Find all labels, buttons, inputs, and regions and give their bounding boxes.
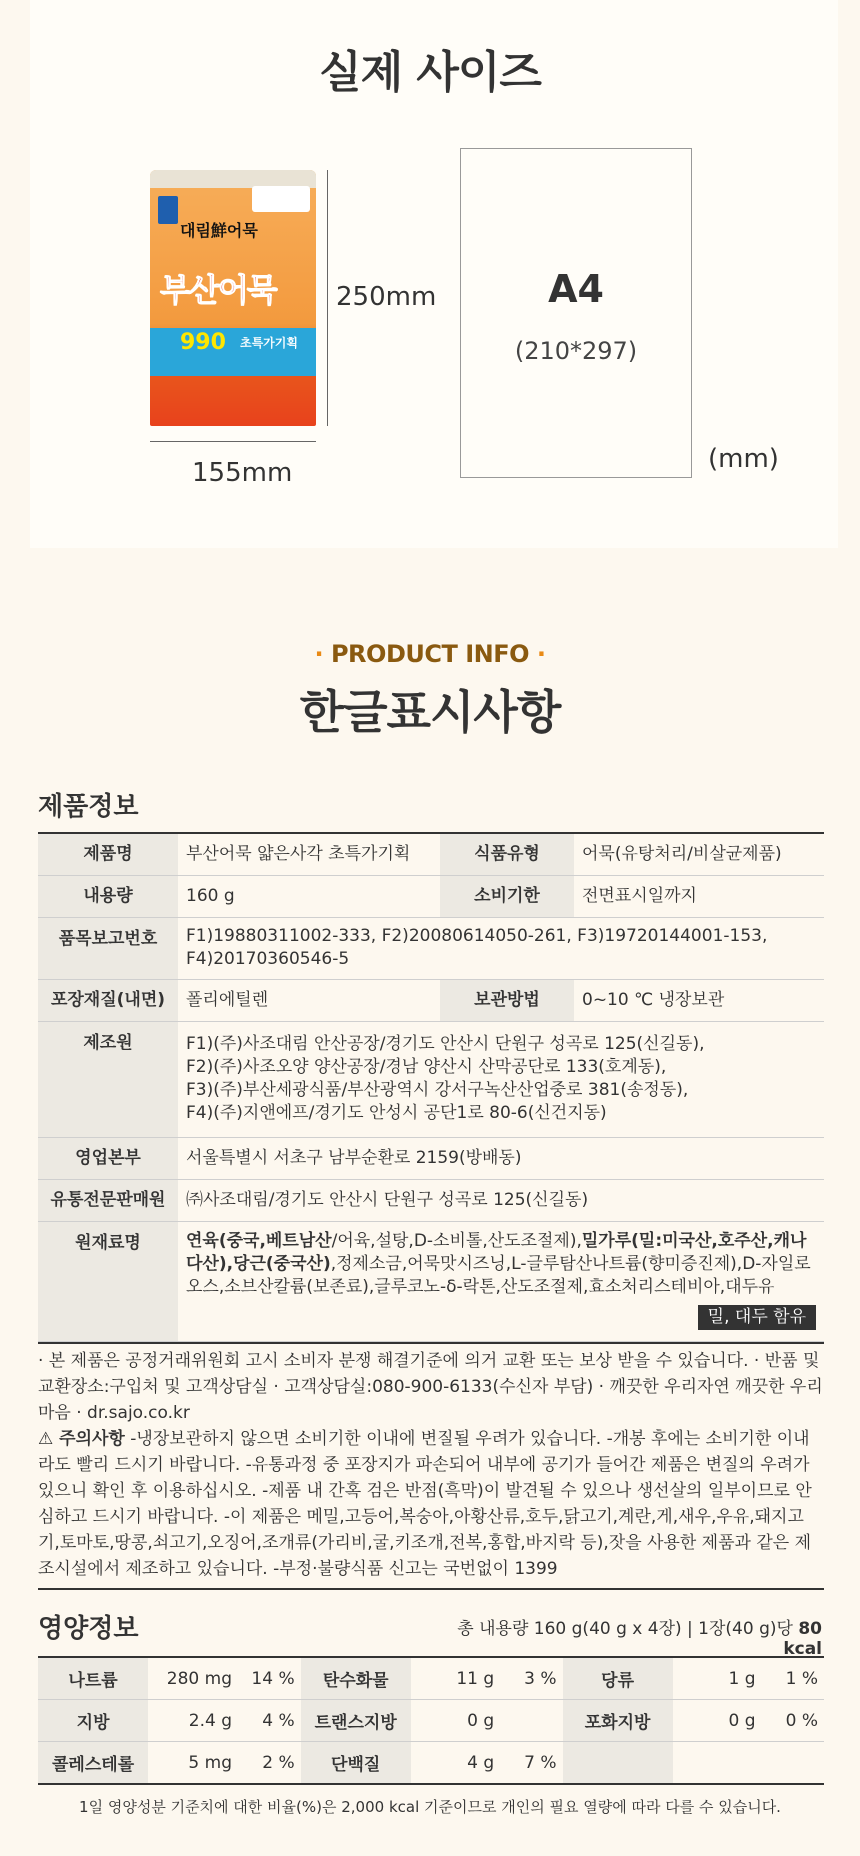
notices [38,1342,824,1582]
table-row: 원재료명 연육(중국,베트남산/어육,설탕,D-소비톨,산도조절제),밀가루(밀:미국산,호주산,캐나다산),당근(중국산),정제소금,어묵맛시즈닝,L-글루탐산나트륨(향미증진제),D-자일로오스,소브산칼륨(보존료),글루코노-δ-락톤,산도조절제,효소처리스테비아,대두유 밀, 대두 함유 [38,1221,824,1341]
table-row: 유통전문판매원 ㈜사조대림/경기도 안산시 단원구 성곡로 125(신길동) [38,1179,824,1221]
package-badge: 990 [180,330,226,355]
unit-label: (mm) [708,444,779,474]
nutrition-table [38,1656,824,1785]
nutrition-title: 영양정보 [38,1614,139,1644]
warning-text: ⚠ 주의사항 -냉장보관하지 않으면 소비기한 이내에 변질될 우려가 있습니다. -개봉 후에는 소비기한 이내라도 빨리 드시기 바랍니다. -유통과정 중 포장지가 파손되어 내부에 공기가 들어간 제품은 변질의 우려가 있으니 확인 후 이용하십시오. -제품 내 간혹 검은 반점(흑막)이 발견될 수 있으나 생선살의 일부이므로 안심하고 드시기 바랍니다. -이 제품은 메밀,고등어,복숭아,아황산류,호두,닭고기,계란,게,새우,우유,돼지고기,토마토,땅콩,쇠고기,오징어,조개류(가리비,굴,키조개,전복,홍합,바지락 등),잣을 사용한 제품과 같은 제조시설에서 제조하고 있습니다. -부정·불량식품 신고는 국번없이 1399 [38,1429,812,1579]
product-info-eyebrow: · PRODUCT INFO · [314,640,546,668]
product-info-table [38,832,824,1342]
allergen-badge: 밀, 대두 함유 [698,1305,816,1330]
package-promo: 초특가기획 [240,336,298,350]
table-row: 영업본부 서울특별시 서초구 남부순환로 2159(방배동) [38,1137,824,1179]
label-title: 한글표시사항 [299,685,561,739]
height-dimension-line [327,170,328,426]
table-row: 제조원 F1)(주)사조대림 안산공장/경기도 안산시 단원구 성곡로 125(신길동), F2)(주)사조오양 양산공장/경남 양산시 산막공단로 133(호계동), F3)(주)부산세광식품/부산광역시 강서구녹산산업중로 381(송정동), F4)(주)지앤에프/경기도 안성시 공단1로 80-6(신건지동) [38,1021,824,1137]
size-title: 실제 사이즈 [319,47,541,98]
warning-icon: ⚠ 주의사항 [38,1429,125,1449]
notice-text: · 본 제품은 공정거래위원회 고시 소비자 분쟁 해결기준에 의거 교환 또는 보상 받을 수 있습니다. · 반품 및 교환장소:구입처 및 고객상담실 · 고객상담실:080-900-6133(수신자 부담) · 깨끗한 우리자연 깨끗한 우리마음 · dr.sajo.co.kr [38,1351,823,1423]
package-brand: 대림鮮어묵 [180,221,258,240]
a4-size: (210*297) [514,337,638,365]
a4-reference-box [460,148,692,478]
ingredients: 연육(중국,베트남산/어육,설탕,D-소비톨,산도조절제),밀가루(밀:미국산,호주산,캐나다산),당근(중국산),정제소금,어묵맛시즈닝,L-글루탐산나트륨(향미증진제),D-자일로오스,소브산칼륨(보존료),글루코노-δ-락톤,산도조절제,효소처리스테비아,대두유 밀, 대두 함유 [178,1221,824,1341]
table-row: 품목보고번호 F1)19880311002-333, F2)20080614050-261, F3)19720144001-153, F4)20170360546-5 [38,917,824,979]
table-row: 지방 2.4 g 4 % 트랜스지방 0 g 포화지방 0 g 0 % [38,1700,824,1742]
table-row: 콜레스테롤 5 mg 2 % 단백질 4 g 7 % [38,1742,824,1785]
table-row: 제품명 부산어묵 얇은사각 초특가기획 식품유형 어묵(유탕처리/비살균제품) [38,833,824,875]
table-row: 나트륨 280 mg 14 % 탄수화물 11 g 3 % 당류 1 g 1 % [38,1657,824,1700]
a4-title: A4 [548,267,604,311]
height-label: 250mm [336,282,437,312]
width-dimension-line [150,441,316,442]
width-label: 155mm [192,458,293,488]
package-name: 부산어묵 [160,271,276,309]
brand-logo-icon [158,196,178,224]
divider [38,1588,824,1590]
product-info-title: 제품정보 [38,792,139,822]
table-row: 내용량 160 g 소비기한 전면표시일까지 [38,875,824,917]
product-package-image [150,170,316,426]
table-row: 포장재질(내면) 폴리에틸렌 보관방법 0~10 ℃ 냉장보관 [38,979,824,1021]
nutrition-footnote: 1일 영양성분 기준치에 대한 비율(%)은 2,000 kcal 기준이므로 개인의 필요 열량에 따라 다를 수 있습니다. [79,1798,781,1816]
nutrition-summary: 총 내용량 160 g(40 g x 4장) | 1장(40 g)당 80 kcal [457,1619,822,1659]
